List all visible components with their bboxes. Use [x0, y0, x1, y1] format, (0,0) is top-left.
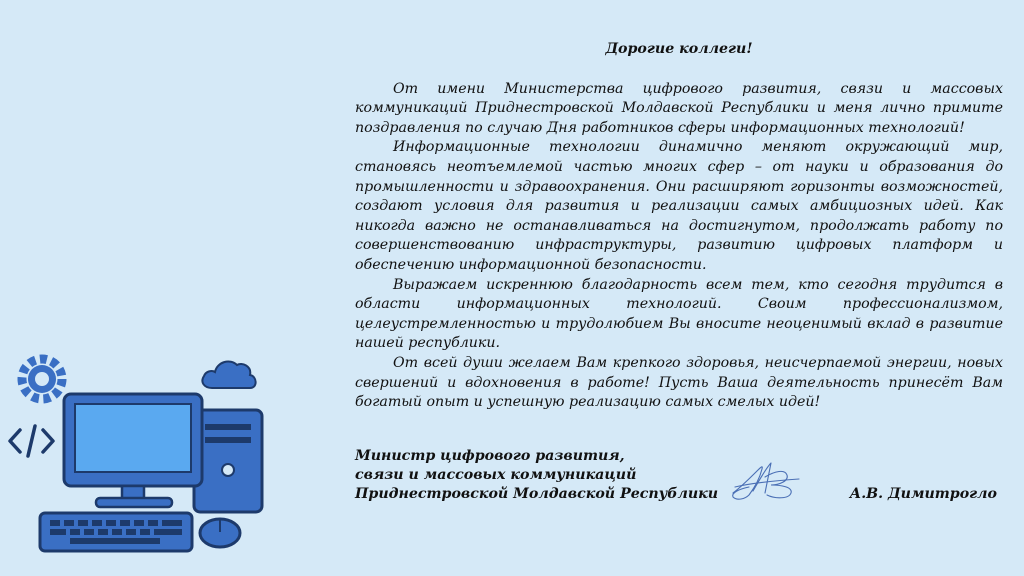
paragraph-3: Выражаем искреннюю благодарность всем тем, кто сегодня трудится в области информационных технологий. Своим профессионализмом, целеустремленностью и трудолюбием Вы вносите неоценимый вклад в развитие нашей республики. — [355, 276, 1003, 352]
code-icon — [10, 426, 53, 456]
signature-block — [355, 447, 1003, 507]
signatory-title-line-1: Министр цифрового развития, — [355, 448, 625, 464]
signatory-title — [355, 447, 719, 504]
handwritten-signature — [727, 457, 807, 503]
computer-illustration — [0, 340, 290, 576]
signatory-title-line-3: Приднестровской Молдавской Республики — [355, 486, 719, 502]
computer-monitor-icon — [64, 394, 202, 507]
signatory-name: А.В. Димитрогло — [849, 486, 997, 502]
cloud-icon — [202, 361, 255, 388]
paragraph-1: От имени Министерства цифрового развития, связи и массовых коммуникаций Приднестровской Молдавской Республики и меня лично примите поздравления по случаю Дня работников сферы информационных технологий! — [355, 80, 1003, 136]
paragraph-2: Информационные технологии динамично меняют окружающий мир, становясь неотъемлемой частью многих сфер – от науки и образования до промышленности и здравоохранения. Они расширяют горизонты возможностей, создают условия для развития и реализации самых амбициозных идей. Как никогда важно не останавливаться на достигнутом, продолжать работу по совершенствованию инфраструктуры, развитию цифровых платформ и обеспечению информационной безопасности. — [355, 139, 1003, 273]
signatory-title-line-2: связи и массовых коммуникаций — [355, 467, 637, 483]
keyboard-icon — [40, 513, 192, 551]
greeting: Дорогие коллеги! — [605, 41, 753, 57]
paragraph-4: От всей души желаем Вам крепкого здоровья, неисчерпаемой энергии, новых свершений и вдохновения в работе! Пусть Ваша деятельность принесёт Вам богатый опыт и успешную реализацию самых смелых идей! — [355, 354, 1003, 411]
gear-icon — [22, 359, 62, 399]
letter-body — [355, 40, 1003, 413]
mouse-icon — [200, 519, 240, 547]
system-unit-icon — [194, 410, 262, 512]
